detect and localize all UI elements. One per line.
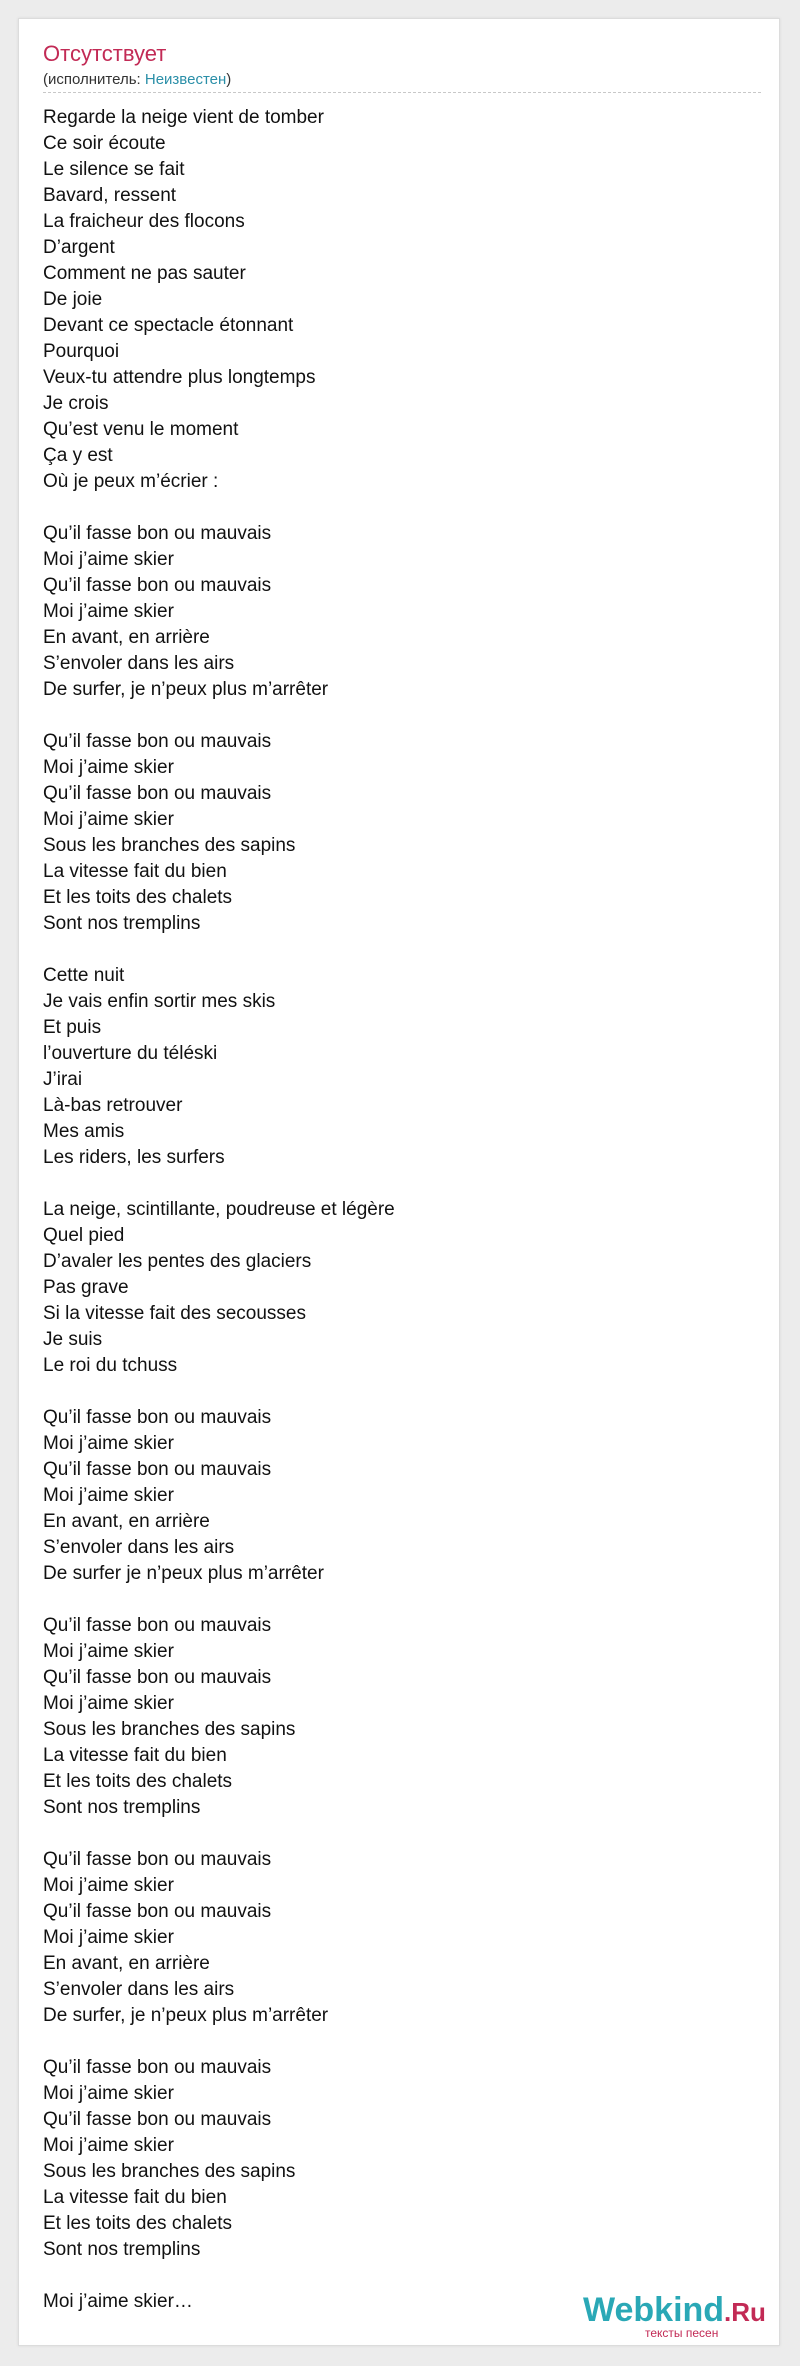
lyric-line: Et les toits des chalets (43, 887, 233, 908)
lyric-line: Qu’il fasse bon ou mauvais (43, 2109, 272, 2130)
lyric-line: Sous les branches des sapins (43, 835, 296, 856)
lyric-line: Pas grave (43, 1277, 129, 1298)
lyric-line: Moi j’aime skier (43, 601, 174, 622)
lyric-line: S’envoler dans les airs (43, 1537, 235, 1558)
lyric-line: Mes amis (43, 1121, 125, 1142)
lyric-line: Qu’il fasse bon ou mauvais (43, 575, 272, 596)
lyric-line: Qu’il fasse bon ou mauvais (43, 783, 272, 804)
lyric-line: Et puis (43, 1017, 102, 1038)
lyrics-card (18, 18, 780, 2346)
lyric-line: Moi j’aime skier (43, 1485, 174, 1506)
lyric-line: Moi j’aime skier (43, 1433, 174, 1454)
lyrics-text (43, 105, 743, 2315)
lyric-line: Qu’il fasse bon ou mauvais (43, 1407, 272, 1428)
lyric-line: Et les toits des chalets (43, 2213, 233, 2234)
lyric-line: Qu’il fasse bon ou mauvais (43, 1849, 272, 1870)
stanza-break (43, 1379, 743, 1405)
lyric-line: D’argent (43, 237, 115, 258)
lyric-line: Qu’il fasse bon ou mauvais (43, 523, 272, 544)
lyric-line: Moi j’aime skier (43, 1927, 174, 1948)
stanza-break (43, 937, 743, 963)
lyric-line: l’ouverture du téléski (43, 1043, 218, 1064)
lyric-line: Cette nuit (43, 965, 125, 986)
lyric-line: Je vais enfin sortir mes skis (43, 991, 276, 1012)
artist-prefix: (исполнитель: (43, 71, 145, 88)
lyric-line: Sous les branches des sapins (43, 1719, 296, 1740)
lyric-line: De surfer, je n’peux plus m’arrêter (43, 679, 329, 700)
lyric-line: Quel pied (43, 1225, 125, 1246)
lyric-line: Moi j’aime skier (43, 549, 174, 570)
lyric-line: Moi j’aime skier (43, 1641, 174, 1662)
lyric-line: Qu’il fasse bon ou mauvais (43, 731, 272, 752)
logo-tagline: тексты песен (645, 2326, 719, 2340)
lyric-line: J’irai (43, 1069, 83, 1090)
lyric-line: Je suis (43, 1329, 103, 1350)
lyric-line: Moi j’aime skier (43, 2083, 174, 2104)
lyric-line: Regarde la neige vient de tomber (43, 107, 324, 128)
lyric-line: Et les toits des chalets (43, 1771, 233, 1792)
lyric-line: La vitesse fait du bien (43, 2187, 227, 2208)
song-title: Отсутствует (43, 41, 167, 66)
lyric-line: Le silence se fait (43, 159, 185, 180)
lyric-line: Moi j’aime skier (43, 757, 174, 778)
lyric-line: Ce soir écoute (43, 133, 166, 154)
lyric-line: La fraicheur des flocons (43, 211, 245, 232)
lyric-line: Où je peux m’écrier : (43, 471, 219, 492)
lyric-line: Sont nos tremplins (43, 1797, 201, 1818)
lyric-line: Qu’il fasse bon ou mauvais (43, 1901, 272, 1922)
stanza-break (43, 495, 743, 521)
lyric-line: S’envoler dans les airs (43, 653, 235, 674)
artist-link[interactable]: Неизвестен (144, 71, 227, 88)
lyric-line: De surfer, je n’peux plus m’arrêter (43, 2005, 329, 2026)
lyric-line: En avant, en arrière (43, 627, 210, 648)
lyric-line: Bavard, ressent (43, 185, 177, 206)
artist-line (43, 71, 231, 89)
lyric-line: Qu’il fasse bon ou mauvais (43, 1667, 272, 1688)
logo-brand: Webkind (583, 2291, 725, 2329)
lyric-line: De joie (43, 289, 103, 310)
logo-brand-text (583, 2291, 766, 2329)
stanza-break (43, 2263, 743, 2289)
lyric-line: Devant ce spectacle étonnant (43, 315, 294, 336)
lyric-line: Pourquoi (43, 341, 120, 362)
lyric-line: De surfer je n’peux plus m’arrêter (43, 1563, 324, 1584)
lyric-line: Comment ne pas sauter (43, 263, 246, 284)
stanza-break (43, 1587, 743, 1613)
stanza-break (43, 1821, 743, 1847)
stanza-break (43, 703, 743, 729)
lyric-line: Sous les branches des sapins (43, 2161, 296, 2182)
lyric-line: Qu’il fasse bon ou mauvais (43, 1459, 272, 1480)
lyric-line: Moi j’aime skier (43, 2135, 174, 2156)
lyric-line: La vitesse fait du bien (43, 861, 227, 882)
lyric-line: Moi j’aime skier (43, 809, 174, 830)
lyric-line: Veux-tu attendre plus longtemps (43, 367, 316, 388)
lyric-line: La vitesse fait du bien (43, 1745, 227, 1766)
title-divider (43, 92, 761, 93)
stanza-break (43, 2029, 743, 2055)
lyric-line: Là-bas retrouver (43, 1095, 183, 1116)
lyric-line: Ça y est (43, 445, 113, 466)
lyric-line: Les riders, les surfers (43, 1147, 225, 1168)
lyric-line: S’envoler dans les airs (43, 1979, 235, 2000)
lyric-line: Moi j’aime skier… (43, 2291, 193, 2312)
lyric-line: D’avaler les pentes des glaciers (43, 1251, 312, 1272)
lyric-line: Si la vitesse fait des secousses (43, 1303, 306, 1324)
artist-suffix: ) (226, 71, 232, 88)
logo-tld: .Ru (724, 2297, 766, 2327)
lyric-line: Qu’est venu le moment (43, 419, 239, 440)
lyric-line: Je crois (43, 393, 109, 414)
lyric-line: La neige, scintillante, poudreuse et légère (43, 1199, 395, 1220)
lyric-line: Moi j’aime skier (43, 1693, 174, 1714)
lyric-line: En avant, en arrière (43, 1511, 210, 1532)
lyric-line: Sont nos tremplins (43, 913, 201, 934)
lyric-line: Qu’il fasse bon ou mauvais (43, 1615, 272, 1636)
stanza-break (43, 1171, 743, 1197)
lyric-line: Sont nos tremplins (43, 2239, 201, 2260)
lyric-line: En avant, en arrière (43, 1953, 210, 1974)
lyric-line: Moi j’aime skier (43, 1875, 174, 1896)
lyric-line: Le roi du tchuss (43, 1355, 178, 1376)
lyric-line: Qu’il fasse bon ou mauvais (43, 2057, 272, 2078)
webkind-logo[interactable] (583, 2287, 783, 2343)
